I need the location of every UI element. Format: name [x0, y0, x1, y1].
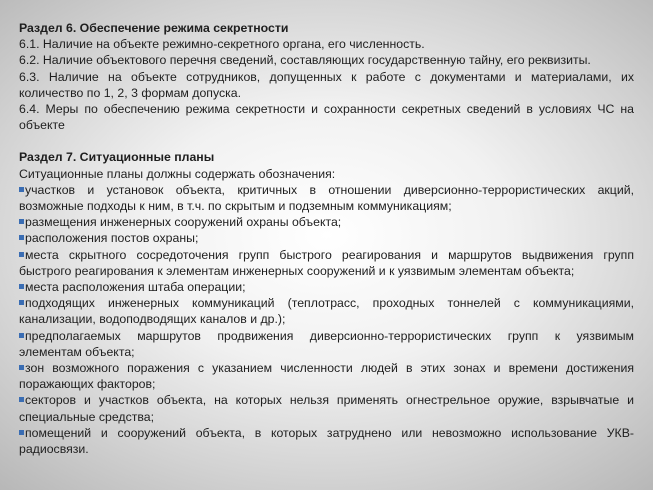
list-item	[19, 230, 634, 246]
list-item-continuation: специальные средства;	[19, 409, 155, 424]
list-item-text: места скрытного сосредоточения групп быстрого реагирования и маршрутов выдвижения групп	[25, 247, 634, 262]
list-item-text: помещений и сооружений объекта, в которых затруднено или невозможно использование УКВ-	[25, 425, 634, 440]
list-item-text: участков и установок объекта, критичных в отношении диверсионно-террористических акций,	[25, 182, 634, 197]
bullet-icon	[19, 333, 24, 338]
list-item-continuation: быстрого реагирования к элементам инженерных сооружений и к уязвимым элементам объекта;	[19, 263, 575, 278]
list-item-text: зон возможного поражения с указанием численности людей в этих зонах и времени достижения	[25, 361, 634, 376]
list-item	[19, 328, 634, 344]
list-item-continuation: возможные подходы к ним, в т.ч. по скрытым и подземным коммуникациям;	[19, 199, 452, 214]
section6-line-2: 6.2. Наличие объектового перечня сведений, составляющих государственную тайну, его реквизиты.	[19, 53, 591, 68]
list-item-continuation: поражающих факторов;	[19, 377, 156, 392]
section7-heading: Раздел 7. Ситуационные планы	[19, 150, 215, 165]
slide-content	[19, 20, 634, 457]
bullet-icon	[19, 219, 24, 224]
section6-line-5: 6.4. Меры по обеспечению режима секретности и сохранности секретных сведений в условиях ЧС на	[19, 102, 634, 117]
section6-line-6: объекте	[19, 118, 65, 133]
bullet-icon	[19, 300, 24, 305]
list-item	[19, 247, 634, 263]
list-item	[19, 279, 634, 295]
list-item-continuation: радиосвязи.	[19, 442, 89, 457]
bullet-icon	[19, 235, 24, 240]
list-item-text: расположения постов охраны;	[25, 231, 199, 246]
list-item-text: подходящих инженерных коммуникаций (теплотрасс, проходных тоннелей с коммуникациями,	[25, 296, 634, 311]
list-item-text: предполагаемых маршрутов продвижения диверсионно-террористических групп к уязвимым	[25, 328, 634, 343]
bullet-icon	[19, 430, 24, 435]
bullet-icon	[19, 284, 24, 289]
bullet-icon	[19, 252, 24, 257]
list-item	[19, 425, 634, 441]
bullet-icon	[19, 187, 24, 192]
bullet-icon	[19, 365, 24, 370]
section6-line-3: 6.3. Наличие на объекте сотрудников, допущенных к работе с документами и материалами, их	[19, 69, 634, 84]
list-item-continuation: элементам объекта;	[19, 344, 135, 359]
bullet-icon	[19, 397, 24, 402]
section6-line-1: 6.1. Наличие на объекте режимно-секретного органа, его численность.	[19, 37, 425, 52]
list-item	[19, 182, 634, 198]
section7-intro: Ситуационные планы должны содержать обозначения:	[19, 166, 336, 181]
section6-line-4: количество по 1, 2, 3 формам допуска.	[19, 85, 242, 100]
list-item-text: секторов и участков объекта, на которых нельзя применять огнестрельное оружие, взрывчатые и	[25, 393, 634, 408]
list-item-text: места расположения штаба операции;	[25, 280, 246, 295]
list-item	[19, 392, 634, 408]
section-spacer	[19, 133, 634, 149]
list-item	[19, 295, 634, 311]
list-item-continuation: канализации, водоподводящих каналов и др.);	[19, 312, 286, 327]
list-item-text: размещения инженерных сооружений охраны объекта;	[25, 215, 342, 230]
section6-heading: Раздел 6. Обеспечение режима секретности	[19, 21, 289, 35]
list-item	[19, 360, 634, 376]
list-item	[19, 214, 634, 230]
